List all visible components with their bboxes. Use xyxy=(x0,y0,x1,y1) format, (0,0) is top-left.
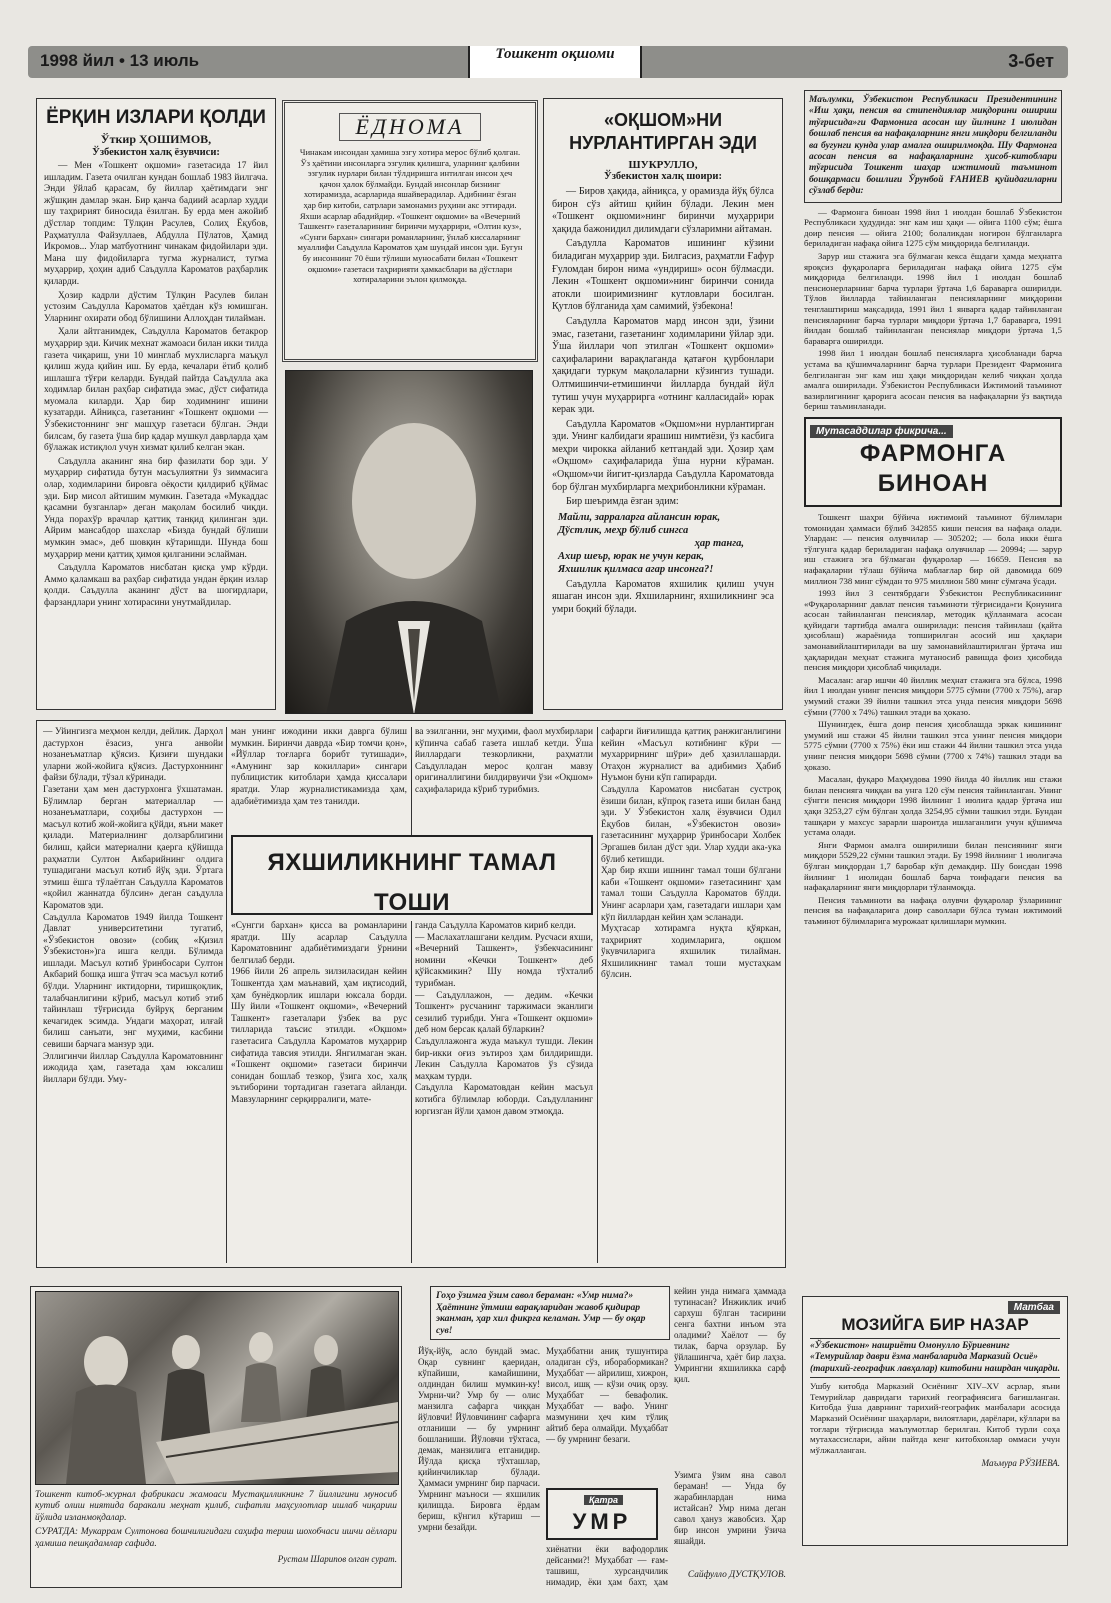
yodnoma-title: ЁДНОМА xyxy=(339,113,481,141)
article-oqshomni-nurlantirgan xyxy=(543,98,783,710)
article-title: МОЗИЙГА БИР НАЗАР xyxy=(841,1315,1029,1334)
column-3: кейин унда нимага ҳаммада тутинасан? Инжиклик ичиб сархуш бўлган тасирини сенга бахтни инъом эта оладими? Хаёлот — бу тилак, барча орзулар. Бу ўйлашингча, ҳаёт бир лаҳза. Умрингни яхшиликка сарф қил. xyxy=(674,1286,786,1384)
verse-line: Яхшилик қилмаса агар инсонга?! xyxy=(558,563,714,575)
author-role: Ўзбекистон халқ ёзувчиси: xyxy=(92,147,220,158)
portrait-figure xyxy=(286,371,533,714)
portrait-photo xyxy=(285,370,533,714)
article-body xyxy=(552,186,774,617)
article-lead: «Ўзбекистон» нашриёти Омонулло Бўриевнинг «Темурийлар даври ёзма манбаларида Марказий Осиё» (тарихий-географик лавҳалар) китобини нашрдан чиқарди. xyxy=(810,1338,1060,1378)
sidebar-pension xyxy=(798,86,1068,1286)
article-yaxshilikning-tamal-toshi xyxy=(36,720,786,1268)
umr-title-box xyxy=(546,1488,658,1540)
page-number: 3-бет xyxy=(1008,51,1054,71)
paragraph: — Фармонга биноан 1998 йил 1 июлдан бошлаб Ўзбекистон Республикаси ҳудудида: энг кам иш ҳақи — ойига 1100 сўм; ёшга доир пенсия — ойига 2100; болаликдан ногирон бўлганларга бериладиган нафақа ойига 1275 сўм миқдорида белгиланди. xyxy=(804,206,1062,249)
headline-box xyxy=(804,417,1062,507)
article-moziyga-bir-nazar xyxy=(802,1296,1068,1546)
article-title: ЯХШИЛИКНИНГ ТАМАЛ ТОШИ xyxy=(267,849,557,915)
headline-box xyxy=(231,835,593,915)
paragraph: Саъдулла аканинг яна бир фазилати бор эди. У муҳаррир сифатида бутун масъулиятни ўз зиммасига олар, ходимларини бировга оёқости қилдириб қўймас эди. Бир мисол айтишим мумкин. Газетада «Мукаддас қасамни бузганлар» деган мақолам босилиб чиқди. Унда порахўр врачлар қаттиқ танқид қилинган эди. Айрим мансабдор шахслар «Бизда бундай бўлиши мумкин эмас», деб шовқин кўтаришди. Шунда бош муҳаррир мени қаттиқ ҳимоя қилганини эслайман. xyxy=(44,456,268,560)
yodnoma-text: Чинакам инсондан ҳамиша эзгу хотира мерос бўлиб қолган. Ўз ҳаётини инсонларга эзгулик қилишга, уларнинг қалбини эзгулик нурлари билан тўлдиришга интилган инсон ҳеч қачон ҳалок бўлмайди. Бундай инсонлар бизнинг хотирамизда, асарларида яшайверадилар. Адибнинг ёзган ҳар бир китоби, сатрлари замонамиз руҳини акс эттиради. Яхши асарлар абадийдир. «Тошкент оқшоми» ва «Вечерний Ташкент» газеталарининг биринчи муҳаррири, «Олтин куз», «Сунги бархан» сингари романларнинг, ўнлаб киссаларнинг муаллифи Саъдулла Кароматов ҳам шундай инсон эди. Бугун бу инсоннинг 70 ёши тўлиши муносабати билан «Тошкент оқшоми» газетаси таҳририяти ҳамкасблари ва дўстлари хотираларини эълон қилмоқда. xyxy=(297,147,523,285)
author-name: Ўткир ҲОШИМОВ, xyxy=(100,132,212,146)
paragraph: Ҳозир кадрли дўстим Тўлқин Расулев билан устозим Саъдулла Кароматов ҳаётдан кўз юмишган. Уларнинг охирати обод бўлишини Аллоҳдан тилайман. xyxy=(44,290,268,324)
column-3-bottom: ганда Саъдулла Кароматов кириб келди. — Маслахатлашгани келдим. Русчаси яхши, «Вечерний Ташкент», ўзбекчасининг номини «Кечки Тошкент» деб қўйсакмикин? Шу номда тўхталиб турибман. — Саъдуллажон, — дедим. «Кечки Тошкент» русчанинг таржимаси эканлиги сезилиб турибди. Унга «Тошкент оқшоми» деб ном берсак қалай бўларкин? Саъдуллажонга жуда маъкул тушди. Лекин бир-икки оғиз эътироз ҳам билдиришди. Лекин Саъдулла Кароматов ўз сўзида маҳкам турди. Саъдулла Кароматовдан кейин масъул котибга бўлимлар юборди. Саъдулланинг юргизган йўли ҳамон давом этмоқда. xyxy=(415,921,593,1117)
column-1: — Уйингизга меҳмон келди, дейлик. Дарҳол дастурхон ёзасиз, унга анвойи нозанеъматлар қўясиз. Қизиғи шундаки уларни жой-жойига қўясиз. Дастурхоннинг файзи бўлади, тўзал кўринади. Газетани ҳам мен дастурхонга ўхшатаман. Бўлимлар берган материаллар — нозанеъматлари, соҳибы дастурхон — масъул котиб жой-жойига қўйди, яъни макет қилади. Материалнинг долзарблигини билиш, қайси материални қаерга қўйишда раҳматли Султон Акбарийнинг олдига тушадигани масъул котиб йўқ эди. Ўртага этмиш ёшга тўлаётган Саъдулла Кароматов «қойил жаннатда бўлсин» деган саъдулла Кароматов эди. Саъдулла Кароматов 1949 йилда Тошкент Давлат университетини тугатиб, «Ўзбекистон овози» (собиқ «Қизил Ўзбекистон»)га ишга келди. Бўлимда ишлади. Масъул котиб ўринбосари Султон Акбарий бошқа ишга ўтгач эса масъул котиб бўлди. Уларнинг иктидорни, тиришқоқлик, талабчанлигини кўриб, масъул котиб этиб тайинлаш тўғрисида буйруқ берганим кечагидек эсимда. Ундаги маҳорат, илғай билиш санъати, энг муҳими, касбини севиши барчага манзур эди. Эллигинчи йиллар Саъдулла Кароматовнинг ижодида ҳам, газетада ҳам юксалиш йиллари бўлди. Уму- xyxy=(43,727,223,1085)
column-divider xyxy=(597,727,598,1263)
paragraph: — Биров ҳақида, айниқса, у орамизда йўқ бўлса бирон сўз айтиш қийин бўлади. Лекин мен «Тошкент оқшоми»нинг биринчи муҳаррири ҳақида бажонидил дилимдаги сўзларимни айтаман. xyxy=(552,186,774,235)
article-title: «ОҚШОМ»НИ НУРЛАНТИРГАН ЭДИ xyxy=(569,110,757,153)
article-body xyxy=(44,161,268,610)
column-2-top: ман унинг ижодини икки даврга бўлиш мумкин. Биринчи даврда «Бир томчи қон», «Йўллар тоғларга борибт тутишади», «Амунинг зар кокиллари» сингари публицистик китоблари ҳамда қиссалари яратди. Улар журналистикамизда ҳам, адабиётимизда ҳам тез танилди. xyxy=(231,727,407,807)
paragraph: Шунингдек, ёшга доир пенсия ҳисоблашда эркак кишининг умумий иш стажи 45 йилни ташкил этса унинг пенсия миқдори 5775 сўмни (7700 х 75%) ёки иш стажи 44 йилни ташкил этса унда унинг пенсия миқдори 5698 сўмни (7700 х 74%) ташкил этади ва ҳоказо. xyxy=(804,719,1062,772)
sidebar-body xyxy=(804,207,1062,412)
yodnoma-box xyxy=(282,100,538,362)
paragraph: Бир шеъримда ёзган эдим: xyxy=(566,496,679,508)
paragraph: Зарур иш стажига эга бўлмаган кекса ёшдаги ҳамда меҳнатга яроқсиз фуқароларга бериладиган нафақа ойига 1275 сўм миқдорида белгиланди. 1998 йил 1 июлдан бошлаб пенсионерларнинг барча турлари ўртача 1,6 бараварга оширилди. Тўлов йилларда тайинланган пенсияларнинг миқдорини тенглаштириш мақсадида, 1991 йил 1 январга қадар тайинланган пенсияларнинг барча турлари миқдори ўртача 1,7 бараварга, 1991 йилдан бошлаб тайинланган пенсиялар миқдори ўртача 1,5 бараварга оширилди. xyxy=(804,251,1062,346)
paragraph: Тошкент шаҳри бўйича ижтимоий таъминот бўлимлари томонидан ҳаммаси бўлиб 342855 киши пенсия ва нафақа олади. Улардан: — пенсия олувчилар — 305202; — бола икки ёшга тўлгунга қадар бериладиган нафақа олувчилар — 20994; — зарур иш стажига эга бўлмаган фуқаролар — 16659. Пенсия ва нафақаларни тўлаш бўйича маблағлар бир ой давомида 609 миллион 738 минг сўмдан то 975 миллион 580 минг сўмгача ўсади. xyxy=(804,511,1062,586)
column-3-bottom: Узимга ўзим яна савол бераман! — Унда бу жарабинлардан нима истайсан? Умр нима деган савол ҳануз жавобсиз. Ҳар бир инсон умрини ўзича яшайди. xyxy=(674,1470,786,1546)
paragraph: 1998 йил 1 июлдан бошлаб пенсияларга ҳисобланади барча устама ва қўшимчаларнинг барча турлари Президент Фармонига белгиланган энг кам иш ҳақи миқдоридан келиб чиқкан ҳолда амалга оширилади. Ўзбекистон Республикаси Ижтимоий таъминот вазирлигининг қарорига асосан пенсия ва нафақаларни ўз вақтида бериш таъминланади. xyxy=(804,348,1062,412)
article-title: УМР xyxy=(572,1509,632,1534)
photo-credit: Рустам Шарипов олган сурат. xyxy=(277,1554,397,1565)
verse-line: Ахир шеър, юрак не учун керак, xyxy=(558,550,705,562)
column-2-bottom: хиёнатни ёки вафодорлик дейсанми?! Муҳаббат — ғам-ташвиш, хурсандчилик нимадир, ёки ҳам бахт, ҳам xyxy=(546,1544,668,1587)
factory-photo xyxy=(35,1291,399,1485)
paragraph: Саъдулла Кароматов «Оқшом»ни нурлантирган эди. Унинг калбидаги ярашиш нимтиёзи, ўз касбига меҳри чирокка айланиб кетгандай эди. Ҳозир ҳам «Оқшом» саҳифаларида ўша нурни кўраман. «Оқшом»чи йигит-қизларда Саъдулла Кароматовда бор бўлган мухбирларга меҳрибонликни кўраман. xyxy=(552,418,774,493)
column-3-top: ва эзилганни, энг муҳими, фаол мухбирлари кўпинча сабаб газета ишлаб кетди. Ўша йиллардаги тезкорликни, раҳматли Саъдулладан мерос қолган мавзу оригиналлигини билдирвуичи ўзи «Оқшом» саҳифаларида кўриб турибмиз. xyxy=(415,727,593,795)
photo-caption: Тошкент китоб-журнал фабрикаси жамоаси Мустақилликнинг 7 йиллигини муносиб кутиб олиш ниятида баракали меҳнат қилиб, сифатли маҳсулотлар ишлаб чиқариш йўлида изланмоқдалар. xyxy=(35,1490,397,1523)
column-divider xyxy=(411,727,412,837)
paragraph: Янги Фармон амалга оширилиши билан пенсиянинг янги миқдори 5529,22 сўмни ташкил этади. Бу 1998 йилнинг 1 июлигача бўлган миқдордан 1,7 баробар кўп демакдир. Шу боисдан 1998 йилнинг 1 июлидан бошлаб барча тоифадаги пенсия ва нафақаларнинг янги миқдорлари тўланмоқда. xyxy=(804,839,1062,893)
rubric-tag: Матбаа xyxy=(1008,1301,1060,1314)
masthead-logo xyxy=(468,46,642,78)
verse-line: Майли, зарраларга айлансин юрак, xyxy=(558,511,721,523)
paragraph: — Мен «Тошкент оқшоми» газетасида 17 йил ишладим. Газета очилган кундан бошлаб 1983 йилгача. Энди ўйлаб қарасам, бу йиллар ҳаётимдаги энг жўшқин дамлар экан. Бир қанча бадиий асарлар худди шу таҳририят биносида ёзилган. Бу ерда мен ажойиб дўстлар топдим: Тўлқин Расулев, Солиҳ Ёқубов, Раҳматулла Файзуллаев, Абдулла Пўлатов, Ҳамид Икромов... Улар матбуотнинг чинакам фидойилари эди. Мана шу фидойиларга тугма журналист, тугма муҳаррир, ҳоҳин адиб Саъдулла Кароматов раҳбарлик қиларди. xyxy=(44,161,268,287)
author-name: ШУКРУЛЛО, xyxy=(628,159,698,171)
factory-scene xyxy=(36,1292,398,1484)
article-body: Ушбу китобда Марказий Осиёнинг XIV–XV асрлар, яъни Темурийлар давридаги тарихий географиясига бағишланган. Китобда ўша даврнинг тарихий-географик манбалари асосида Марказий Осиёнинг шаҳарлари, вилоятлари, дарёлари, кўллари ва тоғлари тўғрисида маълумотлар берилган. Китоб турли соҳа мутахассислари, айни пайтда кенг китобхонлар оммаси учун мўлжалланган. xyxy=(810,1381,1060,1455)
column-4: сафарги йиғилишда қаттиқ ранжиганлигини кейин «Масъул котибнинг кўри — мухаррирнинг шўри» деб ҳазиллашарди. Отаҳон журналист ва адибимиз Ҳабиб Нуъмон буни кўп гапирарди. Саъдулла Кароматов нисбатан сустроқ ёзиши билан, кўпроқ газета иши билан банд эди. У Ўзбекистон халқ ёзувчиси Одил Ёқубов билан, «Ўзбекистон овози» газетасининг муҳаррир ўринбосари Холбек Эргашев билан дўст эди. Улар худди ака-ука бўлиб кетишди. Ҳар бир яхши ишнинг тамал тоши бўлгани каби «Тошкент оқшоми» газетасининг ҳам тамал тоши Саъдулла Кароматов бўлди. Унинг асарлари ҳам, газетадаги ишлари ҳам кўп йиллардан кейин ҳам эсланади. Муҳтасар хотирамга нуқта қўяркан, таҳририят ходимларига, оқшом ўкувчиларига яхшилик тилайман. Яхшиликнинг тамал тоши мустаҳкам бўлсин. xyxy=(601,727,781,981)
author-role: Ўзбекистон халқ шоири: xyxy=(604,171,722,182)
paragraph: 1993 йил 3 сентябрдаги Ўзбекистон Республикасининг «Фуқароларнинг давлат пенсия таъминоти тўғрисида»ги Қонунига асосан тайинланган пенсиялар, методик қўлланмага асосан қуйидаги тартибда амалга оширилади: пенсия тайинлаш (қайта ҳисоблаш) жараёнида топширилган асосий иш ҳақлари замонавийлаштирилади ва шу замонавийлаштирилган ўртача иш ҳақларидан меҳнат стажига мутаносиб равишда фоиз ҳисобида пенсия миқдори ҳисоблаб чиқилади. xyxy=(804,588,1062,673)
paragraph: Ҳали айтганимдек, Саъдулла Кароматов бетакрор муҳаррир эди. Кичик мехнат жамоаси билан икки тилда газета чиқариш, уни 10 минглаб мухлисларга маъқул қилиш жуда қийин иш. Бу ерда, кечалари ётиб қолиб ишлашга тўғри келарди. Бундай пайтда Саъдулла ака ходимлар билан раҳбар сифатида эмас, дўст сифатида муомала киларди. Ҳар бир ходимнинг ишини кузатарди. Айниқса, газетанинг «Тошкент оқшоми — Ўзбекистоннинг энг машҳур газетаси бўлган. Энди билсам, бу газета ўша бир қадар мушкул даврларда ҳам бўлажак истиқлол учун хизмат қилиб келган экан. xyxy=(44,327,268,454)
rubric-tag: Мутасаддилар фикрича... xyxy=(810,425,953,438)
section-title: ФАРМОНГА БИНОАН xyxy=(859,439,1007,497)
paragraph: Масалан, фуқаро Маҳмудова 1990 йилда 40 йиллик иш стажи билан пенсияга чиққан ва унга 120 сўм пенсия тайинланган. Унинг сўнгги пенсия миқдори 1998 йилнинг 1 июлига қадар ўртача иш ҳақи 3253,27 сўм бўлган ҳолда 3254,95 сўмни ташкил этди. Бундан ташқари у махсус зарарли шароитда ишлаганлиги учун қўшимча устама олади. xyxy=(804,774,1062,838)
masthead-text: Тошкент оқшоми xyxy=(495,46,615,62)
column-2-bottom: «Сунгги бархан» қисса ва романларини яратди. Шу асарлар Саъдулла Кароматовнинг адабиётимиздаги ўрнини белгилаб берди. 1966 йили 26 апрель зилзиласидан кейин Тошкентда ҳам маънавий, ҳам иқтисодий, ҳам бунёдкорлик ишлари юксала борди. Шу йили «Тошкент оқшоми», «Вечерний Ташкент» газеталари ўзбек ва рус тилларида таъсис этилди. «Оқшом» газетасига Саъдулла Кароматов муҳаррир сифатида тавсия этилди. Янгилмаган экан. «Тошкент оқшоми» газетаси биринчи сонидан бошлаб тезкор, ўзига хос, халқ эътиборини тортадиган газетага айланди. Мавзуларнинг серқирралиги, мате- xyxy=(231,921,407,1105)
verse-line: Дўстлик, меҳр бўлиб сингса xyxy=(558,524,689,536)
photo-caption-2: СУРАТДА: Мукаррам Султонова бошчилигидаги саҳифа териш шохобчаси ишчи аёллари ҳамиша пешқадамлар сафида. xyxy=(35,1527,397,1549)
paragraph: Пенсия таъминоти ва нафақа олувчи фуқаролар ўзларининг пенсия ва нафақаларига доир саволлари бўлса туман ижтимоий таъминот бўлимларига мурожаат қилишлари мумкин. xyxy=(804,894,1062,926)
column-2: Муҳаббатни аниқ тушунтира оладиган сўз, иборабормикан? Муҳаббат — айрилиш, хижрон, висол, ишқ — кўзи очиқ орзу. Муҳаббат — бевафолик. Муҳаббат — вафо. Унинг мазмунини ҳеч ким тўлиқ айтиб бера олмайди. Муҳаббат — бу умрнинг безаги. xyxy=(546,1346,668,1444)
paragraph: Саъдулла Кароматов яхшилик қилиш учун яшаган инсон эди. Яхшиларнинг, яхшиликнинг эса умри боқий бўлади. xyxy=(552,578,774,616)
signature: Сайфулло ДЎСТҚУЛОВ. xyxy=(687,1570,786,1580)
verse xyxy=(558,511,774,576)
paragraph: Саъдулла Кароматов мард инсон эди, ўзини эмас, газетани, газетанинг ходимларини ўйлар эди. Ўша йиллари чоп этилган «Тошкент оқшоми» саҳифаларини варақлаганда қатағон қурбонлари ҳақидаги туркум мақолаларни кўзингиз тушади. Олтмишинчи-етмишинчи йилларда бундай йўл тутиш учун муҳаррирга «отнинг калласидай» юрак керак эди. xyxy=(552,315,774,416)
sidebar-body-2 xyxy=(804,512,1062,927)
factory-photo-block xyxy=(30,1286,402,1588)
signature: Маъмура РЎЗИЕВА. xyxy=(981,1458,1060,1469)
column-divider xyxy=(411,921,412,1263)
article-umr xyxy=(410,1280,790,1590)
article-lead: Гоҳо ўзимга ўзим савол бераман: «Умр нима?» Ҳаётнинг ўтмиш варақларидан жавоб қидирар эканман, ҳар хил фикрга келаман. Умр — бу оқар сув! xyxy=(430,1286,670,1340)
verse-line: ҳар танга, xyxy=(694,537,744,549)
column-divider xyxy=(226,727,227,1263)
page-header xyxy=(28,46,1068,78)
article-title: ЁРҚИН ИЗЛАРИ ҚОЛДИ xyxy=(46,107,266,128)
paragraph: Масалан: агар ишчи 40 йиллик меҳнат стажига эга бўлса, 1998 йил 1 июлдан унинг пенсия миқдори 5775 сўмни (7700 х 75%), агар умумий стажи 39 йилни ташкил этса унда пенсия миқдори 5698 сўмни (7700 х 74%) ташкил этади ва ҳоказо. xyxy=(804,674,1062,717)
article-yorqin-izlari xyxy=(36,98,276,710)
sidebar-intro: Маълумки, Ўзбекистон Республикаси Президентининг «Иш ҳақи, пенсия ва стипендиялар миқдорини ошириш тўғрисида»ги Фармонига асосан шу йилнинг 1 июлидан бошлаб пенсия ва нафақаларнинг янги миқдори белгиланди ва бугунги кунда улар амалга оширилмоқда. Шу Фармонга асосан пенсия ва нафақаларнинг ҳисоб-китоблари тўғрисида Тошкент шаҳар ижтимоий таъминот бошқармаси бошлиғи Ўрунбой ҒАНИЕВ қуйидагиларни сўзлаб берди: xyxy=(804,90,1062,203)
column-1: Йўқ-йўқ, асло бундай эмас. Оқар сувнинг қаеридан, кўпайиши, камайишини, олдиндан билиш мумкин-ку! Умрни-чи? Умр бу — олис манзилга сафарга чиққан йўловчи! Йўловчининг сафарга отланиши — бу умрнинг бошланиши. Йўловчи тўхтаса, демак, манзилига етганидир. Йўлда қисқа тўхташлар, қийинчиликлар бўлади. Ҳаммаси умрнинг бир парчаси. Умрнинг маъноси — яхшилик қилишда. Бировга ёрдам бериш, кўнгил кўтариш — умрни безайди. xyxy=(418,1346,540,1532)
rubric-tag: Қатра xyxy=(584,1495,623,1505)
paragraph: Саъдулла Кароматов нисбатан қисқа умр кўрди. Аммо қаламкаш ва раҳбар сифатида ундан ёрқин излар қолди. Саъдулла аканинг дўст ва шогирдлари, фарзандлари унинг хотирасини унутмайдилар. xyxy=(44,563,268,608)
issue-date: 1998 йил • 13 июль xyxy=(40,51,200,70)
paragraph: Саъдулла Кароматов ишининг кўзини биладиган муҳаррир эди. Билгасиз, раҳматли Ғафур Ғуломдан бирон нима «ундириш» осон бўлмасди. Лекин «Тошкент оқшоми»нинг биринчи сонида атокли шоиримизнинг кутловлари босилган. Қутлов бўлганида ҳам самимий, ўзбекона! xyxy=(552,238,774,313)
